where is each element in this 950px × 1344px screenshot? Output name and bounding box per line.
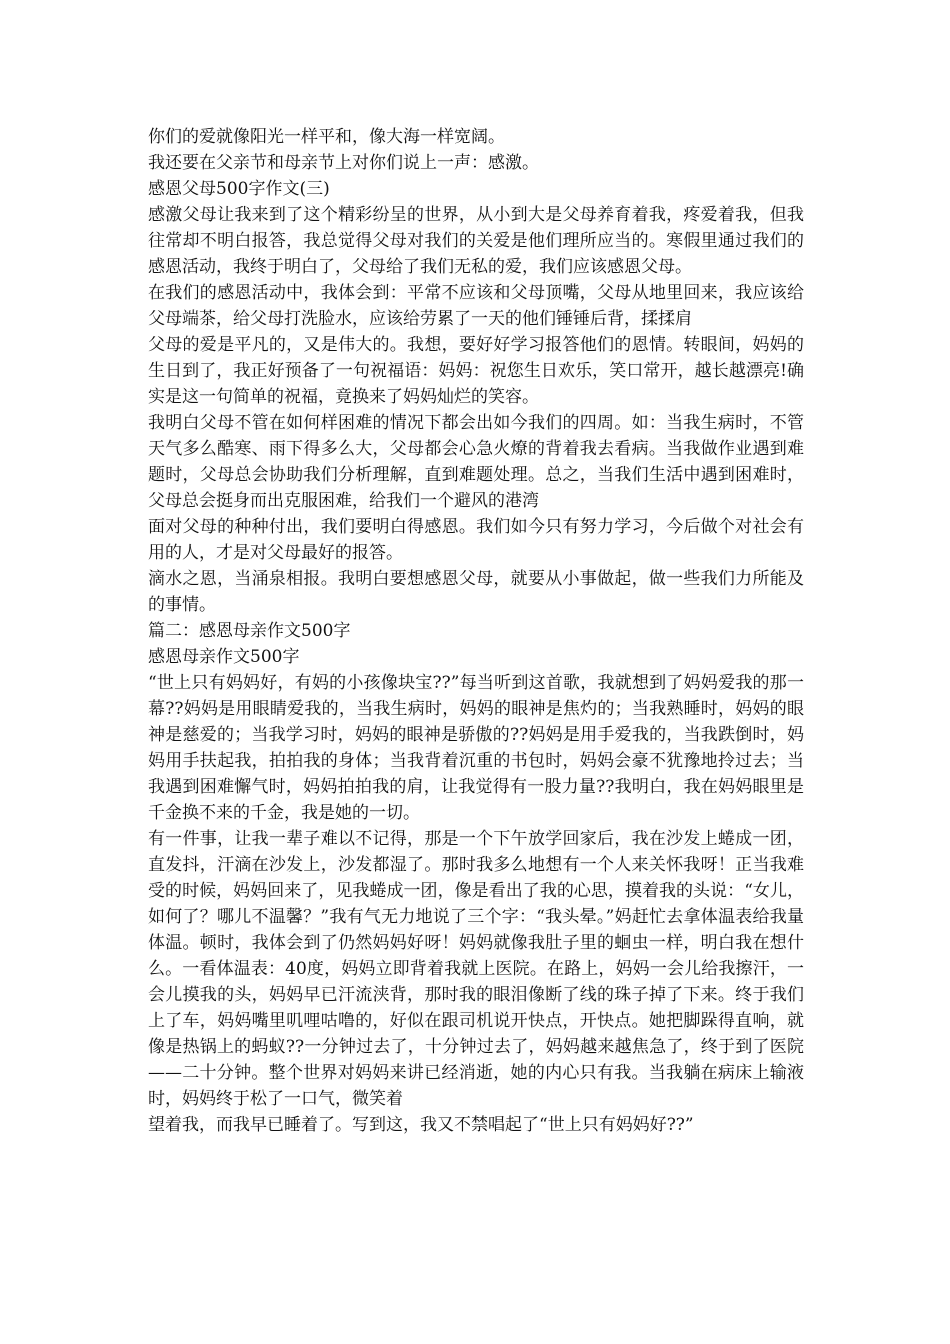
- paragraph: 父母的爱是平凡的，又是伟大的。我想，要好好学习报答他们的恩情。转眼间，妈妈的生日到了，我正好预备了一句祝福语：妈妈：祝您生日欢乐，笑口常开，越长越漂亮!确实是这一句简单的祝福，竟换来了妈妈灿烂的笑容。: [148, 335, 804, 407]
- paragraph: 在我们的感恩活动中，我体会到：平常不应该和父母顶嘴，父母从地里回来，我应该给父母端茶，给父母打洗脸水，应该给劳累了一天的他们锤锤后背，揉揉肩: [148, 283, 804, 329]
- paragraph: 我明白父母不管在如何样困难的情况下都会出如今我们的四周。如：当我生病时，不管天气多么酷寒、雨下得多么大，父母都会心急火燎的背着我去看病。当我做作业遇到难题时，父母总会协助我们分析理解，直到难题处理。总之，当我们生活中遇到困难时，父母总会挺身而出克服困难，给我们一个避风的港湾: [148, 413, 804, 511]
- paragraph: 滴水之恩，当涌泉相报。我明白要想感恩父母，就要从小事做起，做一些我们力所能及的事情。: [148, 569, 804, 615]
- section-heading: 感恩父母500字作文(三): [148, 179, 330, 199]
- paragraph: 你们的爱就像阳光一样平和，像大海一样宽阔。: [148, 127, 505, 147]
- paragraph: 感激父母让我来到了这个精彩纷呈的世界，从小到大是父母养育着我，疼爱着我，但我往常却不明白报答，我总觉得父母对我们的关爱是他们理所应当的。寒假里通过我们的感恩活动，我终于明白了，父母给了我们无私的爱，我们应该感恩父母。: [148, 205, 804, 277]
- paragraph: “世上只有妈妈好，有妈的小孩像块宝??”每当听到这首歌，我就想到了妈妈爱我的那一幕??妈妈是用眼睛爱我的，当我生病时，妈妈的眼神是焦灼的；当我熟睡时，妈妈的眼神是慈爱的；当我学习时，妈妈的眼神是骄傲的??妈妈是用手爱我的，当我跌倒时，妈妈用手扶起我，拍拍我的身体；当我背着沉重的书包时，妈妈会豪不犹豫地拎过去；当我遇到困难懈气时，妈妈拍拍我的肩，让我觉得有一股力量??我明白，我在妈妈眼里是千金换不来的千金，我是她的一切。: [148, 673, 804, 823]
- section-heading: 篇二：感恩母亲作文500字: [148, 621, 351, 641]
- paragraph: 面对父母的种种付出，我们要明白得感恩。我们如今只有努力学习，今后做个对社会有用的人，才是对父母最好的报答。: [148, 517, 804, 563]
- paragraph: 我还要在父亲节和母亲节上对你们说上一声：感激。: [148, 153, 539, 173]
- document-body: [148, 124, 804, 1138]
- article-title: 感恩母亲作文500字: [148, 647, 300, 667]
- paragraph: 有一件事，让我一辈子难以不记得，那是一个下午放学回家后，我在沙发上蜷成一团，直发抖，汗滴在沙发上，沙发都湿了。那时我多么地想有一个人来关怀我呀！正当我难受的时候，妈妈回来了，见我蜷成一团，像是看出了我的心思，摸着我的头说：“女儿，如何了？哪儿不温馨？”我有气无力地说了三个字：“我头晕。”妈赶忙去拿体温表给我量体温。顿时，我体会到了仍然妈妈好呀！妈妈就像我肚子里的蛔虫一样，明白我在想什么。一看体温表：40度，妈妈立即背着我就上医院。在路上，妈妈一会儿给我擦汗，一会儿摸我的头，妈妈早已汗流浃背，那时我的眼泪像断了线的珠子掉了下来。终于我们上了车，妈妈嘴里叽哩咕噜的，好似在跟司机说开快点，开快点。她把脚跺得直响，就像是热锅上的蚂蚁??一分钟过去了，十分钟过去了，妈妈越来越焦急了，终于到了医院——二十分钟。整个世界对妈妈来讲已经消逝，她的内心只有我。当我躺在病床上输液时，妈妈终于松了一口气，微笑着: [148, 829, 804, 1109]
- paragraph: 望着我，而我早已睡着了。写到这，我又不禁唱起了“世上只有妈妈好??”: [148, 1115, 694, 1135]
